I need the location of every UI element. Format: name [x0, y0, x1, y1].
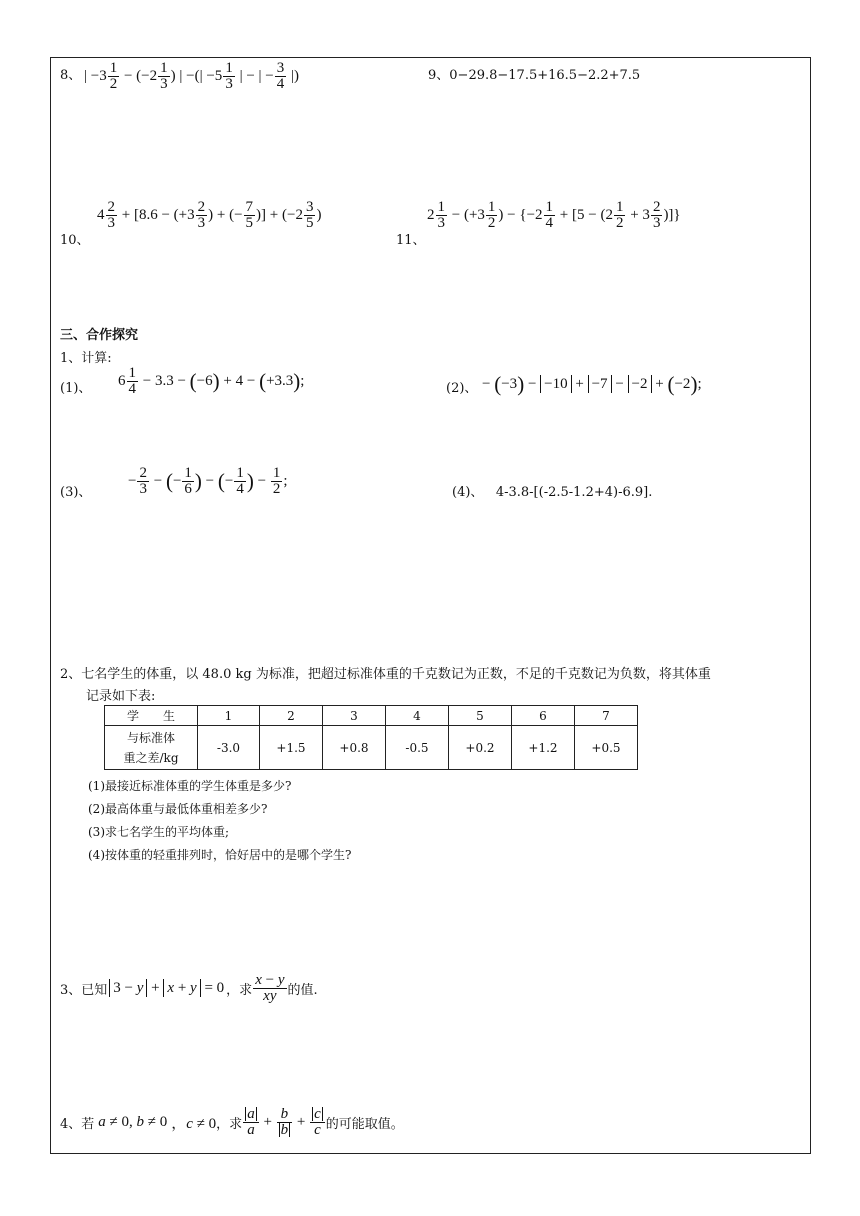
problem-11-expression: 2 $\frac{1}{3}$ − (+3 $\frac{1}{2}$ ) − {−2 $\frac{1}{4}$ + [5 − (2 $\frac{1}{2}$ + 3 $\frac{2}{3}$ )]} [427, 199, 681, 231]
question-1-part-4-label: (4)、 [452, 485, 484, 500]
row-label-line-1: 与标准体 [126, 730, 175, 745]
question-1-part-2-label: (2)、 [446, 381, 478, 396]
question-4-prefix: 4、若 [60, 1116, 95, 1132]
question-1-part-2-expression: − (−3) − −10 + −7 − −2 + (−2); [482, 372, 702, 396]
weight-diff: +1.5 [260, 726, 323, 770]
problem-9-number: 9、 [428, 68, 450, 83]
student-number: 3 [323, 706, 386, 726]
student-number: 5 [449, 706, 512, 726]
problem-9 [428, 64, 640, 83]
question-3-suffix: 的值. [287, 982, 318, 998]
weight-diff: +0.8 [323, 726, 386, 770]
weight-table-header-row [105, 706, 638, 726]
question-1-part-1-label: (1)、 [60, 381, 92, 396]
question-1-part-3-expression: − $\frac{2}{3}$ − (− $\frac{1}{6}$ ) − (− $\frac{1}{4}$ ) − $\frac{1}{2}$ ; [128, 465, 288, 497]
question-1-intro: 1、计算: [60, 351, 112, 366]
student-number: 7 [575, 706, 638, 726]
student-number: 1 [198, 706, 260, 726]
weight-diff: -0.5 [386, 726, 449, 770]
weight-table-row-label [105, 726, 198, 770]
question-3-mid: ，求 [226, 982, 253, 998]
problem-11-number: 11、 [396, 233, 426, 248]
question-3 [60, 966, 318, 1010]
student-number: 2 [260, 706, 323, 726]
student-number: 6 [512, 706, 575, 726]
question-2-line-1: 2、七名学生的体重，以 48.0 kg 为标准，把超过标准体重的千克数记为正数，不足的千克数记为负数，将其体重 [60, 667, 711, 682]
question-1-part-3-label: (3)、 [60, 485, 92, 500]
problem-9-expression: 0−29.8−17.5+16.5−2.2+7.5 [449, 68, 641, 83]
question-3-condition: 3 − y + x + y = 0 [109, 979, 224, 997]
question-4-condition-ab: a ≠ 0, b ≠ 0 [98, 1113, 168, 1130]
problem-10-number: 10、 [60, 233, 90, 248]
weight-table [104, 705, 638, 770]
question-2-sub-3: (3)求七名学生的平均体重; [88, 825, 230, 839]
question-1-part-4-expression: 4-3.8-[(-2.5-1.2+4)-6.9]. [495, 485, 653, 500]
problem-10-expression: 4 $\frac{2}{3}$ + [8.6 − (+3 $\frac{2}{3}$ ) + (− $\frac{7}{5}$ )] + (−2 $\frac{3}{5}$ ) [97, 199, 322, 231]
student-number: 4 [386, 706, 449, 726]
question-3-fraction: $\frac{x - y}{xy}$ [255, 971, 285, 1004]
question-3-prefix: 3、已知 [60, 982, 108, 998]
question-2-sub-2: (2)最高体重与最低体重相差多少? [88, 802, 268, 816]
question-1-part-4 [452, 481, 652, 500]
row-label-line-2: 重之差/kg [123, 750, 179, 765]
weight-diff: -3.0 [198, 726, 260, 770]
weight-diff: +1.2 [512, 726, 575, 770]
weight-table-header-label: 学 生 [105, 706, 198, 726]
question-4-suffix: 的可能取值。 [325, 1116, 404, 1132]
question-4-mid: ，求 [216, 1116, 243, 1132]
problem-8-number: 8、 [60, 68, 82, 83]
weight-diff: +0.5 [575, 726, 638, 770]
weight-table-diff-row [105, 726, 638, 770]
section-3-title: 三、合作探究 [60, 328, 139, 343]
problem-8-expression: | −3 $\frac{1}{2}$ − (−2 $\frac{1}{3}$ ) | −(| −5 $\frac{1}{3}$ | − | − $\frac{3}{4}$ |) [84, 60, 299, 92]
question-4-expression: $\frac{a}{a}$ + $\frac{b}{b}$ + $\frac{c}{c}$ [242, 1107, 326, 1138]
question-4 [60, 1100, 404, 1144]
weight-diff: +0.2 [449, 726, 512, 770]
question-2-sub-4: (4)按体重的轻重排列时，恰好居中的是哪个学生? [88, 848, 352, 862]
question-1-part-1-expression: 6 $\frac{1}{4}$ − 3.3 − (−6) + 4 − (+3.3); [118, 365, 305, 397]
question-4-condition-c: ，c ≠ 0 [171, 1115, 217, 1132]
question-2-line-2: 记录如下表: [86, 689, 156, 704]
question-2-sub-1: (1)最接近标准体重的学生体重是多少? [88, 779, 292, 793]
